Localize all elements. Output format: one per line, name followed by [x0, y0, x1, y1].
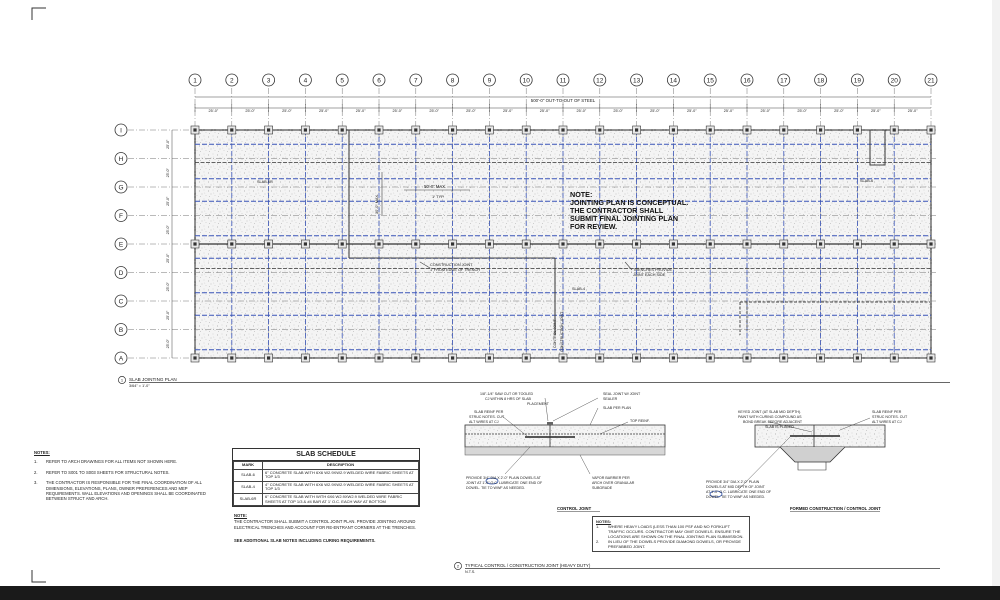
construction-joint-1: 1' FROM EDGE OF TRENCH [430, 268, 481, 272]
bay-dimension: 25'-0" [282, 109, 292, 113]
bay-dimension: 25'-0" [245, 109, 256, 113]
bay-dimension: 25'-0" [466, 109, 476, 113]
grid-col-label: 12 [596, 77, 604, 85]
grid-col-label: 3 [266, 77, 271, 85]
grid-col-label: 1 [193, 77, 197, 85]
fj-dowels-0: PROVIDE 3/4" DIA X 2'-0" PLAIN [706, 480, 760, 484]
general-notes [34, 450, 216, 507]
cj-saw-cut-0: 1/8"-1/4" SAW CUT OR TOOLED [480, 392, 534, 396]
grid-bubble-row [115, 295, 127, 307]
fj-keyed-2: BOND BREAK BEFORE ADJACENT [743, 420, 803, 424]
conceptual-note-0: NOTE: [570, 190, 593, 199]
note-item [34, 480, 216, 502]
slab-desc: 4" CONCRETE SLAB WITH 6X6 W2.9XW2.9 WELDED WIRE FABRIC SHEETS AT TOP 1/3 [263, 481, 419, 493]
cj-dowels-1: JOINT AT 1'-0" O.C. LUBRICATE ONE END OF [466, 481, 543, 485]
conceptual-note-1: JOINTING PLAN IS CONCEPTUAL. [570, 198, 689, 207]
detail-note-item [596, 539, 746, 549]
cj-vapor-2: SUBGRADE [592, 486, 613, 490]
fj-keyed-1: PAINT WITH CURING COMPOUND AS [738, 415, 802, 419]
grid-bubble-row [115, 153, 127, 165]
grid-col-label: 6 [377, 77, 381, 85]
detail-note-key: 1. [596, 524, 600, 529]
grid-bubble-row [115, 210, 127, 222]
row-dimension: 25'-0" [166, 282, 170, 292]
bay-dimension: 25'-0" [429, 109, 440, 113]
cj-saw-cut-1: CJ WITHIN 8 HRS OF SLAB [485, 397, 531, 401]
cj-seal-1: SEALER [603, 397, 618, 401]
bay-dimension: 25'-0" [686, 109, 697, 113]
trenches-1: JOINT EACH SIDE [633, 273, 666, 277]
detail-scale: N.T.S. [465, 570, 476, 574]
detail-notes-heading: NOTES: [596, 519, 612, 524]
grid-row-label: C [118, 298, 124, 306]
cj-saw-cut-2: PLACEMENT [527, 402, 549, 406]
grid-col-label: 11 [559, 77, 567, 85]
slab-mark: SLAB-6R [234, 493, 263, 505]
fj-dowels-1: DOWELS AT MID DEPTH OF JOINT [706, 485, 765, 489]
fj-slab-reinf-0: SLAB REINF PER [872, 410, 902, 414]
grid-bubble-row [115, 238, 127, 250]
table-row [234, 481, 419, 493]
cj-slab-reinf-1: STRUC NOTES. CUT [469, 415, 505, 419]
grid-col-label: 5 [340, 77, 345, 85]
grid-col-label: 20 [890, 77, 898, 85]
grid-col-label: 7 [413, 77, 418, 85]
bay-dimension: 25'-0" [502, 109, 513, 113]
typ-label: 1' TYP. [432, 194, 445, 199]
fj-slab-reinf-2: ALT WIRES AT CJ [872, 420, 902, 424]
construction-joint-vert: CONSTRUCTION JOINT [560, 311, 564, 352]
fj-dowels-3: DOWEL. TIE TO WWF AS NEEDED. [706, 495, 766, 499]
row-dimension: 25'-0" [166, 253, 170, 263]
control-joint-detail [465, 392, 665, 512]
detail-notes [592, 516, 750, 552]
slab-desc: 6" CONCRETE SLAB WITH 6X6 W2.9XW2.9 WELDED WIRE FABRIC SHEETS AT TOP 1/3 [263, 469, 419, 481]
grid-row-label: F [119, 212, 123, 220]
bay-dimension: 25'-0" [355, 109, 366, 113]
bay-dimension: 25'-0" [907, 109, 918, 113]
cj-dowels-0: PROVIDE 3/4" DIA X 2'-0" PLAIN DOWELS AT [466, 476, 541, 480]
row-dimension: 25'-0" [166, 225, 170, 235]
table-row [234, 493, 419, 505]
grid-col-label: 19 [853, 77, 862, 85]
grid-col-label: 14 [669, 77, 678, 85]
max-dim-label: 50'-0" MAX. [424, 184, 447, 189]
cj-title: CONTROL JOINT [557, 506, 592, 511]
schedule-note [234, 513, 424, 544]
cj-top-reinf: TOP REINF. [630, 419, 650, 423]
row-dimension: 25'-0" [166, 168, 170, 178]
grid-row-label: A [118, 355, 124, 363]
note-key: 2. [34, 469, 38, 475]
grid-col-label: 13 [632, 77, 641, 85]
slab-schedule [232, 448, 420, 507]
grid-col-label: 8 [450, 77, 455, 85]
slab-schedule-title: SLAB SCHEDULE [233, 449, 419, 461]
bay-dimension: 25'-0" [834, 109, 844, 113]
fj-title: FORMED CONSTRUCTION / CONTROL JOINT [790, 506, 881, 511]
note-text: REFER TO ARCH DRAWINGS FOR ALL ITEMS NOT SHOWN HERE. [46, 459, 178, 465]
schedule-note-text: THE CONTRACTOR SHALL SUBMIT A CONTROL JOINT PLAN. PROVIDE JOINTING AROUND ELECTRICAL TRENCHES AND ACCOUNT FOR RE-ENTRANT CORNERS AT THE TRENCHES. [234, 519, 416, 530]
note-item [34, 459, 216, 464]
grid-bubble-row [115, 352, 127, 364]
slab-mark: SLAB-4 [234, 481, 263, 493]
bay-dimension: 25'-0" [650, 109, 660, 113]
bay-dimension: 25'-0" [208, 109, 219, 113]
grid-col-label: 16 [743, 77, 751, 85]
detail-note-item [596, 524, 746, 539]
cj-seal-0: SEAL JOINT W/ JOINT [603, 392, 641, 396]
bay-dimension: 25'-0" [723, 109, 734, 113]
grid-bubble-row [115, 324, 127, 336]
grid-col-label: 9 [487, 77, 492, 85]
bay-dimension: 25'-0" [760, 109, 771, 113]
cj-slab-per-plan: SLAB PER PLAN [603, 406, 631, 410]
grid-row-label: I [120, 127, 122, 135]
trenches-0: TRENCHES PROVIDE [633, 268, 673, 272]
viewer-right-edge [992, 0, 1000, 600]
grid-bubble-row [115, 181, 127, 193]
detail-note-key: 2. [596, 539, 600, 544]
grid-row-label: D [118, 269, 124, 277]
grid-col-label: 2 [229, 77, 234, 85]
cj-slab-reinf-0: SLAB REINF PER [474, 410, 504, 414]
plan-title: SLAB JOINTING PLAN [129, 377, 177, 382]
plan-title-num: 1 [120, 377, 124, 383]
grid-col-label: 21 [927, 77, 935, 85]
slab-tag-c: SLAB-6 [860, 179, 874, 183]
plan-scale: 3/64" = 1'-0" [129, 384, 150, 388]
bay-dimension: 25'-0" [392, 109, 403, 113]
grid-bubble-row [115, 124, 127, 136]
bay-dimension: 25'-0" [797, 109, 808, 113]
bay-dimension: 25'-0" [539, 109, 550, 113]
schedule-note-heading: NOTE: [234, 513, 248, 518]
grid-col-label: 10 [522, 77, 530, 85]
conceptual-note-2: THE CONTRACTOR SHALL [570, 206, 664, 215]
bay-dimension: 25'-0" [318, 109, 329, 113]
note-text: THE CONTRACTOR IS RESPONSIBLE FOR THE FINAL COORDINATION OF ALL DIMENSIONS, ELEVATIONS, PLANS, OWNER PREFERENCES AND MEP REQUIREMENTS. WALL ELEVATIONS AND OPENINGS SHALL BE COORDINATED BETWEEN STRUCT AND ARCH. [46, 480, 206, 502]
fj-dowels-2: AT 1'-0" O.C. LUBRICATE ONE END OF [706, 490, 772, 494]
see-additional-notes: SEE ADDITIONAL SLAB NOTES INCLUDING CURING REQUIREMENTS. [234, 538, 376, 544]
table-row [234, 469, 419, 481]
fj-slab-reinf-1: STRUC NOTES. CUT [872, 415, 908, 419]
grid-col-label: 17 [780, 77, 788, 85]
cj-dowels-2: DOWEL. TIE TO WWF AS NEEDED. [466, 486, 526, 490]
construction-joint-0: CONSTRUCTION JOINT [430, 263, 473, 267]
row-dimension: 25'-0" [166, 139, 170, 149]
grid-row-label: H [118, 155, 124, 163]
grid-col-label: 18 [816, 77, 825, 85]
control-joint-vert: CONTROL JOINT [553, 319, 557, 348]
conceptual-note-3: SUBMIT FINAL JOINTING PLAN [570, 214, 679, 223]
note-text: REFER TO S001 TO S003 SHEETS FOR STRUCTURAL NOTES. [46, 469, 170, 475]
slab-tag-a: SLAB-6R [257, 180, 273, 184]
fj-keyed-3: SLAB IS PLACED [765, 425, 794, 429]
row-dimension: 25'-0" [166, 196, 170, 206]
conceptual-note-4: FOR REVIEW. [570, 222, 618, 231]
grid-col-label: 15 [706, 77, 714, 85]
detail-note-text: IN LIEU OF THE DOWELS PROVIDE DIAMOND DOWELS, OR PROVIDE PREFABBED JOINT. [608, 539, 742, 549]
slab-mark: SLAB-6 [234, 469, 263, 481]
grid-row-label: E [118, 241, 124, 249]
notes-heading: NOTES: [34, 450, 50, 455]
bay-dimension: 25'-0" [613, 109, 624, 113]
fj-keyed-0: KEYED JOINT (AT SLAB MID DEPTH). [738, 410, 802, 414]
grid-row-label: G [118, 184, 124, 192]
col-description: DESCRIPTION [263, 462, 419, 470]
bay-dimension: 25'-0" [576, 109, 587, 113]
detail-title: TYPICAL CONTROL / CONSTRUCTION JOINT (HEAVY DUTY) [465, 563, 591, 568]
slab-desc: 6" CONCRETE SLAB WITH WITH 6X6 W2.9XW2.9 WELDED WIRE FABRIC SHEETS AT TOP 1/3 & #4 BAR AT 1' O.C. EACH WAY AT BOTTOM [263, 493, 419, 505]
grid-row-label: B [118, 326, 124, 334]
detail-note-text: WHERE HEAVY LOADS (LESS THAN 100 PSF AND NO FORKLIFT TRAFFIC OCCURS. CONTRACTOR MAY OMIT DOWELS. ENSURE THE LOCATIONS ARE SHOWN ON THE FINAL JOINTING PLAN SUBMISSION. [608, 524, 744, 539]
viewer-bottom-edge [0, 586, 1000, 600]
cj-vapor-1: ARCH OVER GRANULAR [592, 481, 635, 485]
bay-dimension: 25'-0" [870, 109, 881, 113]
grid-col-label: 4 [303, 77, 308, 85]
row-dimension: 25'-0" [166, 339, 170, 349]
col-mark: MARK [234, 462, 263, 470]
cj-slab-reinf-2: ALT WIRES AT CJ [469, 420, 499, 424]
max-dim-vert-label: 30'-0" MAX. [375, 193, 379, 214]
note-item [34, 470, 216, 475]
note-key: 1. [34, 459, 38, 465]
cj-vapor-0: VAPOR BARRIER PER [592, 476, 630, 480]
slab-tag-b: SLAB-4 [572, 287, 586, 291]
formed-joint-detail [706, 410, 908, 512]
note-key: 3. [34, 480, 38, 486]
grid-bubble-row [115, 267, 127, 279]
row-dimension: 25'-0" [166, 310, 170, 320]
detail-title-num: 2 [456, 563, 460, 569]
overall-dimension: 500'-0" OUT-TO-OUT OF STEEL [530, 98, 596, 103]
